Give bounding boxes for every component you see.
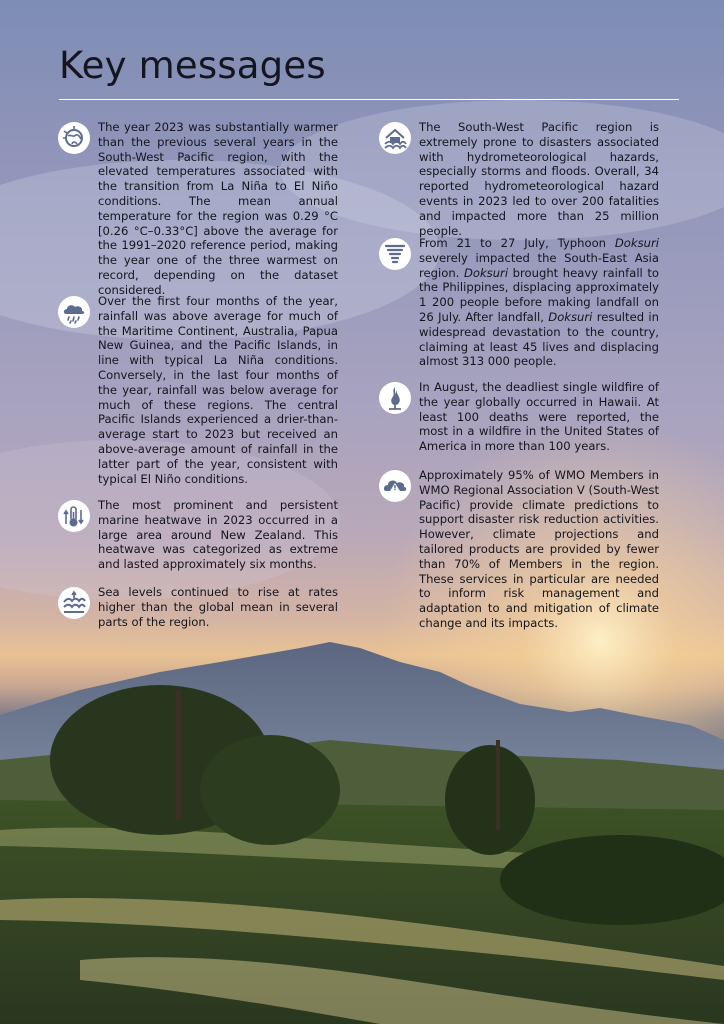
rain-cloud-icon: [58, 296, 90, 328]
key-message: [98, 120, 338, 298]
message-text: The year 2023 was substantially warmer than the previous several years in the South-West Pacific region, with the elevated temperatures associated with the transition from La Niña to El Niño conditions. The mean annual temperature for the region was 0.29 °C [0.26 °C–0.33°C] above the average for the 1991–2020 reference period, making the year one of the three warmest on record, depending on the dataset considered.: [98, 120, 338, 297]
sea-level-waves-icon: [58, 587, 90, 619]
key-message: [98, 585, 338, 629]
hot-globe-icon: [58, 122, 90, 154]
thermometer-arrows-icon: [58, 500, 90, 532]
key-message: [419, 120, 659, 238]
message-text: Approximately 95% of WMO Members in WMO Regional Association V (South-West Pacific) provide climate predictions to support disaster risk reduction activities. However, climate projections and tailored products are provided by fewer than 70% of Members in the region. These services in particular are needed to inform risk management and adaptation to and mitigation of climate change and its impacts.: [419, 468, 659, 630]
key-message: [419, 468, 659, 631]
wildfire-tree-icon: [379, 382, 411, 414]
warning-cloud-icon: [379, 470, 411, 502]
tornado-icon: [379, 238, 411, 270]
key-message: [98, 294, 338, 486]
title-divider: [59, 99, 679, 100]
flooded-house-icon: [379, 122, 411, 154]
key-message: [98, 498, 338, 572]
message-text: The most prominent and persistent marine heatwave in 2023 occurred in a large area around New Zealand. This heatwave was categorized as extreme and lasted approximately six months.: [98, 498, 338, 572]
message-text: Sea levels continued to rise at rates higher than the global mean in several parts of the region.: [98, 585, 338, 629]
key-message: [419, 380, 659, 454]
key-message: [419, 236, 659, 369]
page-title: Key messages: [59, 44, 326, 87]
message-text: Over the first four months of the year, rainfall was above average for much of the Maritime Continent, Australia, Papua New Guinea, and the Pacific Islands, in line with typical La Niña conditions. Conversely, in the last four months of the year, rainfall was below average for much of these regions. The central Pacific Islands experienced a drier-than-average start to 2023 but received an above-average amount of rainfall in the latter part of the year, consistent with typical El Niño conditions.: [98, 294, 338, 486]
message-text: The South-West Pacific region is extremely prone to disasters associated with hydrometeorological hazards, especially storms and floods. Overall, 34 reported hydrometeorological hazard events in 2023 led to over 200 fatalities and impacted more than 25 million people.: [419, 120, 659, 238]
message-text: In August, the deadliest single wildfire of the year globally occurred in Hawaii. At least 100 deaths were reported, the most in a wildfire in the United States of America in more than 100 years.: [419, 380, 659, 454]
message-text: From 21 to 27 July, Typhoon Doksuri severely impacted the South-East Asia region. Doksuri brought heavy rainfall to the Philippines, displacing approximately 1 200 people before making landfall on 26 July. After landfall, Doksuri resulted in widespread devastation to the country, claiming at least 45 lives and displacing almost 313 000 people.: [419, 236, 659, 369]
